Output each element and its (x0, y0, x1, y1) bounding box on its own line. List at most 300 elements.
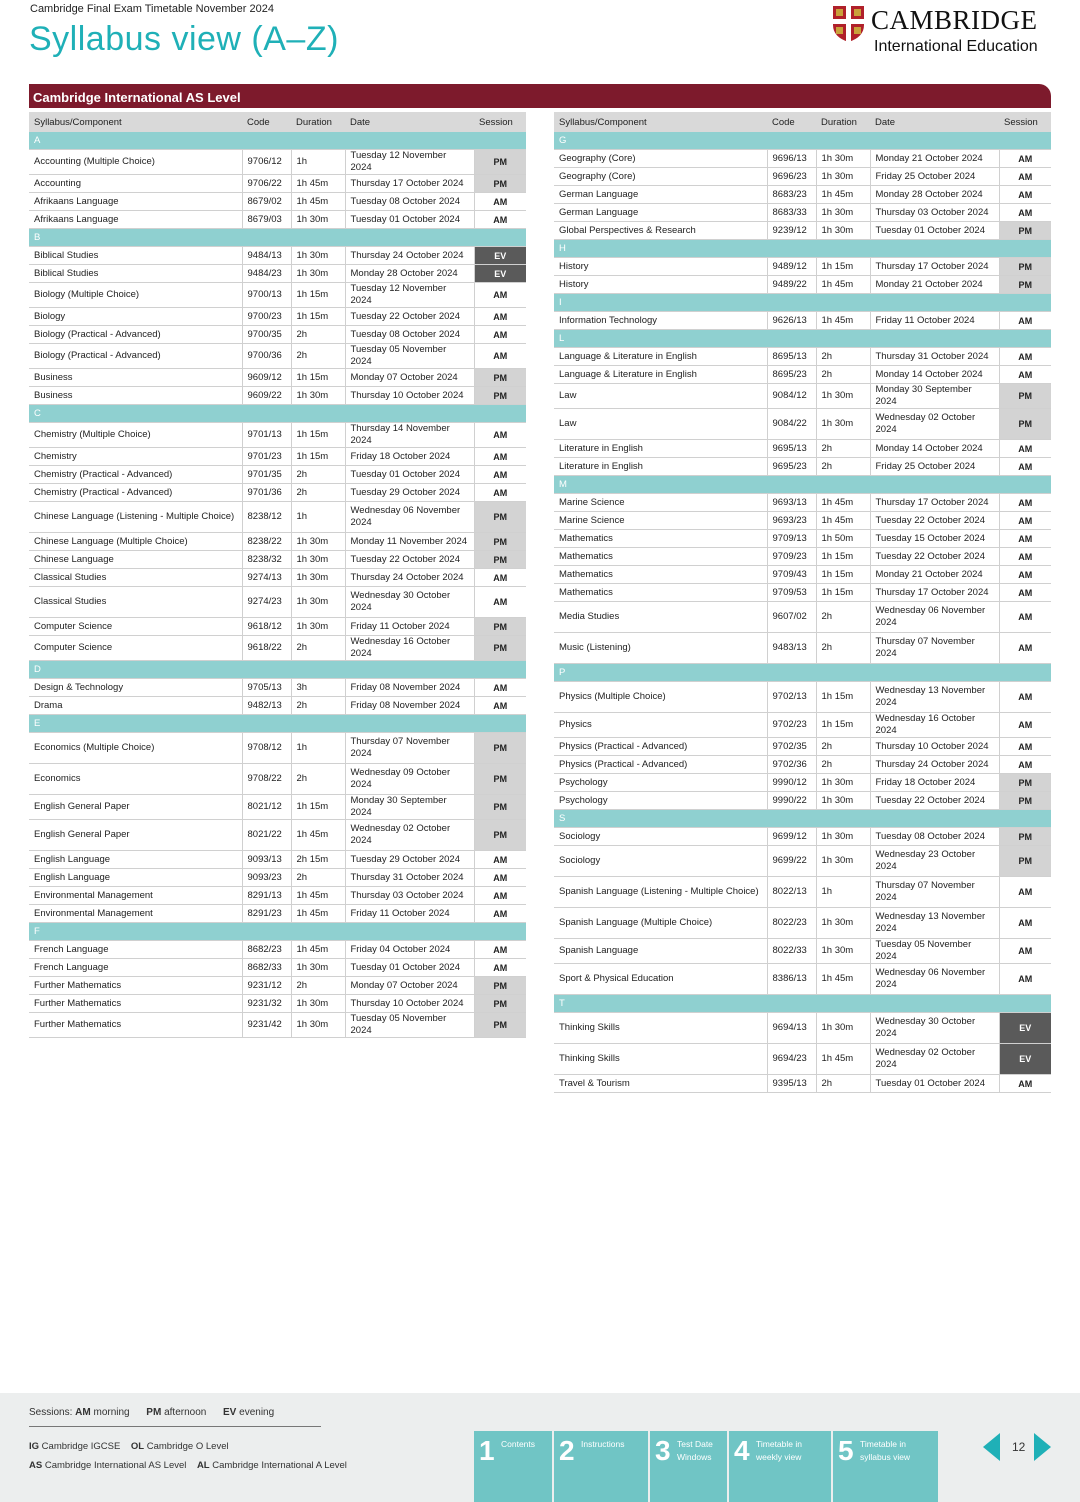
syllabus-cell: Physics (554, 713, 767, 738)
table-row (554, 222, 1051, 240)
session-cell: AM (474, 941, 526, 959)
syllabus-cell: Law (554, 384, 767, 409)
syllabus-cell: Drama (29, 697, 242, 715)
session-cell: PM (474, 820, 526, 851)
code-cell: 9701/36 (242, 484, 291, 502)
syllabus-cell: Further Mathematics (29, 977, 242, 995)
duration-cell: 1h 30m (291, 569, 345, 587)
session-cell: PM (474, 618, 526, 636)
code-cell: 9700/35 (242, 326, 291, 344)
session-cell: AM (999, 204, 1051, 222)
code-cell: 8238/12 (242, 502, 291, 533)
syllabus-cell: English Language (29, 869, 242, 887)
code-cell: 8022/23 (767, 908, 816, 939)
date-cell: Tuesday 05 November 2024 (345, 1013, 474, 1038)
syllabus-cell: Biology (Practical - Advanced) (29, 326, 242, 344)
date-cell: Friday 11 October 2024 (870, 312, 999, 330)
code-cell: 9699/22 (767, 846, 816, 877)
syllabus-cell: French Language (29, 959, 242, 977)
duration-cell: 2h (816, 633, 870, 664)
duration-cell: 1h 15m (816, 566, 870, 584)
date-cell: Thursday 10 October 2024 (345, 387, 474, 405)
syllabus-cell: History (554, 258, 767, 276)
duration-cell: 1h 15m (291, 795, 345, 820)
table-row (29, 764, 526, 795)
duration-cell: 1h 30m (291, 959, 345, 977)
session-cell: AM (474, 679, 526, 697)
duration-cell: 2h (291, 326, 345, 344)
duration-cell: 1h 45m (291, 175, 345, 193)
code-cell: 9708/12 (242, 733, 291, 764)
duration-cell: 1h 15m (291, 308, 345, 326)
code-cell: 9709/13 (767, 530, 816, 548)
session-cell: AM (999, 602, 1051, 633)
letter-divider-row (554, 664, 1051, 682)
code-cell: 8679/02 (242, 193, 291, 211)
logo-subtitle: International Education (874, 38, 1038, 55)
session-cell: PM (474, 387, 526, 405)
date-cell: Wednesday 02 October 2024 (345, 820, 474, 851)
syllabus-cell: Thinking Skills (554, 1044, 767, 1075)
syllabus-cell: Afrikaans Language (29, 193, 242, 211)
table-row (29, 448, 526, 466)
header-code: Code (242, 112, 291, 132)
code-cell: 9274/23 (242, 587, 291, 618)
session-cell: PM (999, 222, 1051, 240)
session-cell: PM (999, 828, 1051, 846)
syllabus-cell: Global Perspectives & Research (554, 222, 767, 240)
syllabus-cell: Chinese Language (29, 551, 242, 569)
table-row (29, 795, 526, 820)
table-row (554, 258, 1051, 276)
level-code: AL (196, 1460, 210, 1471)
date-cell: Thursday 07 November 2024 (870, 633, 999, 664)
date-cell: Thursday 07 November 2024 (870, 877, 999, 908)
syllabus-cell: Classical Studies (29, 587, 242, 618)
syllabus-cell: Sociology (554, 828, 767, 846)
syllabus-cell: Sociology (554, 846, 767, 877)
duration-cell: 1h 15m (291, 423, 345, 448)
code-cell: 8021/22 (242, 820, 291, 851)
session-cell: AM (999, 756, 1051, 774)
date-cell: Monday 11 November 2024 (345, 533, 474, 551)
session-cell: AM (999, 312, 1051, 330)
levels-legend (29, 1437, 347, 1475)
date-cell: Friday 11 October 2024 (345, 905, 474, 923)
level-code: AS (29, 1460, 43, 1471)
footer-divider (29, 1426, 321, 1427)
session-cell: AM (999, 150, 1051, 168)
duration-cell: 1h 45m (816, 186, 870, 204)
code-cell: 8022/33 (767, 939, 816, 964)
code-cell: 9618/12 (242, 618, 291, 636)
previous-page-arrow-icon[interactable] (983, 1433, 1000, 1461)
session-cell: AM (999, 633, 1051, 664)
date-cell: Monday 21 October 2024 (870, 566, 999, 584)
table-row (554, 348, 1051, 366)
table-row (29, 484, 526, 502)
duration-cell: 1h (816, 877, 870, 908)
syllabus-cell: Information Technology (554, 312, 767, 330)
date-cell: Tuesday 22 October 2024 (870, 548, 999, 566)
header-code: Code (767, 112, 816, 132)
table-row (29, 466, 526, 484)
header-date: Date (870, 112, 999, 132)
date-cell: Monday 28 October 2024 (870, 186, 999, 204)
syllabus-cell: English General Paper (29, 795, 242, 820)
session-text: evening (239, 1407, 275, 1418)
date-cell: Wednesday 23 October 2024 (870, 846, 999, 877)
table-row (554, 908, 1051, 939)
session-cell: AM (474, 697, 526, 715)
date-cell: Monday 14 October 2024 (870, 366, 999, 384)
date-cell: Wednesday 30 October 2024 (345, 587, 474, 618)
date-cell: Wednesday 02 October 2024 (870, 409, 999, 440)
code-cell: 8683/23 (767, 186, 816, 204)
session-text: morning (93, 1407, 130, 1418)
code-cell: 9093/13 (242, 851, 291, 869)
nav-tab-label: Instructions (581, 1439, 625, 1449)
date-cell: Thursday 14 November 2024 (345, 423, 474, 448)
syllabus-cell: Physics (Practical - Advanced) (554, 738, 767, 756)
code-cell: 9696/13 (767, 150, 816, 168)
syllabus-cell: Mathematics (554, 566, 767, 584)
duration-cell: 1h 30m (816, 792, 870, 810)
code-cell: 8238/32 (242, 551, 291, 569)
session-cell: AM (474, 193, 526, 211)
duration-cell: 1h 30m (816, 204, 870, 222)
header-session: Session (999, 112, 1051, 132)
session-cell: PM (474, 369, 526, 387)
table-row (29, 502, 526, 533)
duration-cell: 1h 45m (816, 312, 870, 330)
date-cell: Friday 25 October 2024 (870, 458, 999, 476)
session-cell: PM (999, 276, 1051, 294)
document-subtitle: Cambridge Final Exam Timetable November 2024 (30, 3, 274, 15)
table-row (554, 584, 1051, 602)
nav-tab-contents[interactable] (474, 1431, 552, 1502)
duration-cell: 3h (291, 679, 345, 697)
table-row (554, 682, 1051, 713)
syllabus-cell: Psychology (554, 792, 767, 810)
session-cell: AM (999, 939, 1051, 964)
table-row (554, 366, 1051, 384)
table-row (29, 533, 526, 551)
session-text: afternoon (164, 1407, 207, 1418)
session-cell: PM (999, 774, 1051, 792)
code-cell: 9699/12 (767, 828, 816, 846)
date-cell: Monday 07 October 2024 (345, 369, 474, 387)
date-cell: Thursday 17 October 2024 (870, 258, 999, 276)
syllabus-cell: Design & Technology (29, 679, 242, 697)
syllabus-cell: Language & Literature in English (554, 366, 767, 384)
syllabus-cell: History (554, 276, 767, 294)
table-row (29, 175, 526, 193)
table-row (29, 283, 526, 308)
syllabus-cell: Law (554, 409, 767, 440)
date-cell: Thursday 24 October 2024 (345, 247, 474, 265)
date-cell: Tuesday 05 November 2024 (345, 344, 474, 369)
cambridge-shield-icon (832, 5, 865, 43)
syllabus-cell: Biology (Multiple Choice) (29, 283, 242, 308)
duration-cell: 1h 30m (816, 168, 870, 186)
nav-tab-number: 3 (655, 1435, 671, 1466)
table-row (554, 738, 1051, 756)
table-row (554, 713, 1051, 738)
code-cell: 9618/22 (242, 636, 291, 661)
date-cell: Tuesday 08 October 2024 (870, 828, 999, 846)
timetable-table-left (29, 112, 526, 1038)
duration-cell: 1h 15m (816, 584, 870, 602)
date-cell: Tuesday 01 October 2024 (870, 1075, 999, 1093)
session-cell: PM (999, 792, 1051, 810)
syllabus-cell: Business (29, 387, 242, 405)
table-row (29, 618, 526, 636)
table-row (29, 369, 526, 387)
code-cell: 9093/23 (242, 869, 291, 887)
code-cell: 9483/13 (767, 633, 816, 664)
date-cell: Tuesday 01 October 2024 (345, 466, 474, 484)
syllabus-cell: Sport & Physical Education (554, 964, 767, 995)
code-cell: 9700/36 (242, 344, 291, 369)
code-cell: 9609/12 (242, 369, 291, 387)
table-row (29, 941, 526, 959)
date-cell: Thursday 03 October 2024 (870, 204, 999, 222)
date-cell: Tuesday 12 November 2024 (345, 150, 474, 175)
table-row (29, 211, 526, 229)
code-cell: 9482/13 (242, 697, 291, 715)
session-cell: AM (999, 458, 1051, 476)
level-text: Cambridge International A Level (212, 1460, 347, 1471)
nav-tab-label: Test Date Windows (677, 1439, 713, 1462)
session-cell: AM (999, 168, 1051, 186)
session-cell: PM (474, 551, 526, 569)
header-duration: Duration (291, 112, 345, 132)
syllabus-cell: Environmental Management (29, 905, 242, 923)
table-row (29, 995, 526, 1013)
letter-divider: I (554, 294, 1051, 312)
date-cell: Tuesday 05 November 2024 (870, 939, 999, 964)
next-page-arrow-icon[interactable] (1034, 1433, 1051, 1461)
syllabus-cell: Mathematics (554, 584, 767, 602)
duration-cell: 1h 30m (291, 995, 345, 1013)
duration-cell: 2h (816, 440, 870, 458)
table-row (29, 869, 526, 887)
code-cell: 9484/23 (242, 265, 291, 283)
level-text: Cambridge IGCSE (41, 1441, 121, 1452)
session-cell: AM (474, 466, 526, 484)
session-cell: AM (474, 851, 526, 869)
code-cell: 9693/13 (767, 494, 816, 512)
letter-divider-row (554, 476, 1051, 494)
date-cell: Thursday 17 October 2024 (870, 494, 999, 512)
session-cell: PM (474, 764, 526, 795)
session-cell: AM (999, 964, 1051, 995)
duration-cell: 1h 45m (816, 964, 870, 995)
nav-tab-number: 2 (559, 1435, 575, 1466)
duration-cell: 1h 30m (816, 846, 870, 877)
date-cell: Friday 08 November 2024 (345, 679, 474, 697)
session-cell: PM (474, 150, 526, 175)
table-row (29, 905, 526, 923)
section-band-title: Cambridge International AS Level (29, 84, 1051, 108)
code-cell: 9990/12 (767, 774, 816, 792)
date-cell: Wednesday 13 November 2024 (870, 682, 999, 713)
syllabus-cell: Biblical Studies (29, 265, 242, 283)
table-row (29, 150, 526, 175)
timetable-table-right (554, 112, 1051, 1093)
letter-divider: D (29, 661, 526, 679)
code-cell: 9706/22 (242, 175, 291, 193)
duration-cell: 1h 30m (291, 387, 345, 405)
table-row (554, 774, 1051, 792)
code-cell: 9694/23 (767, 1044, 816, 1075)
code-cell: 8682/23 (242, 941, 291, 959)
code-cell: 9231/42 (242, 1013, 291, 1038)
letter-divider-row (554, 294, 1051, 312)
code-cell: 9709/53 (767, 584, 816, 602)
duration-cell: 1h 30m (816, 774, 870, 792)
table-row (554, 384, 1051, 409)
header-syllabus: Syllabus/Component (29, 112, 242, 132)
session-cell: AM (999, 713, 1051, 738)
date-cell: Wednesday 02 October 2024 (870, 1044, 999, 1075)
code-cell: 9709/23 (767, 548, 816, 566)
duration-cell: 1h 45m (816, 512, 870, 530)
cambridge-logo (832, 5, 1052, 57)
level-code: OL (130, 1441, 145, 1452)
session-code: PM (146, 1407, 162, 1418)
date-cell: Wednesday 09 October 2024 (345, 764, 474, 795)
date-cell: Thursday 24 October 2024 (870, 756, 999, 774)
session-cell: AM (999, 530, 1051, 548)
syllabus-cell: Computer Science (29, 618, 242, 636)
duration-cell: 2h (816, 458, 870, 476)
table-row (554, 1013, 1051, 1044)
session-cell: AM (999, 1075, 1051, 1093)
syllabus-cell: Geography (Core) (554, 150, 767, 168)
syllabus-cell: Economics (Multiple Choice) (29, 733, 242, 764)
table-row (554, 409, 1051, 440)
syllabus-cell: Language & Literature in English (554, 348, 767, 366)
syllabus-cell: Chemistry (Practical - Advanced) (29, 484, 242, 502)
session-cell: AM (474, 344, 526, 369)
duration-cell: 1h 15m (816, 713, 870, 738)
date-cell: Wednesday 16 October 2024 (345, 636, 474, 661)
session-cell: AM (999, 440, 1051, 458)
duration-cell: 2h (816, 1075, 870, 1093)
session-cell: AM (474, 569, 526, 587)
date-cell: Thursday 10 October 2024 (870, 738, 999, 756)
table-row (29, 851, 526, 869)
session-cell: AM (999, 548, 1051, 566)
nav-tab-instructions[interactable] (554, 1431, 648, 1502)
syllabus-cell: Further Mathematics (29, 1013, 242, 1038)
session-cell: PM (474, 533, 526, 551)
code-cell: 9990/22 (767, 792, 816, 810)
letter-divider: T (554, 995, 1051, 1013)
code-cell: 9706/12 (242, 150, 291, 175)
nav-tab-number: 5 (838, 1435, 854, 1466)
duration-cell: 2h (816, 348, 870, 366)
code-cell: 9484/13 (242, 247, 291, 265)
table-row (554, 939, 1051, 964)
code-cell: 9239/12 (767, 222, 816, 240)
session-cell: PM (999, 409, 1051, 440)
syllabus-cell: Spanish Language (Listening - Multiple Choice) (554, 877, 767, 908)
duration-cell: 2h (291, 869, 345, 887)
table-row (29, 977, 526, 995)
nav-tab-number: 1 (479, 1435, 495, 1466)
date-cell: Tuesday 22 October 2024 (870, 512, 999, 530)
code-cell: 9702/23 (767, 713, 816, 738)
table-row (29, 959, 526, 977)
session-cell: AM (474, 283, 526, 308)
table-row (554, 150, 1051, 168)
code-cell: 9700/23 (242, 308, 291, 326)
date-cell: Friday 25 October 2024 (870, 168, 999, 186)
duration-cell: 1h 30m (291, 1013, 345, 1038)
duration-cell: 2h (291, 466, 345, 484)
code-cell: 9702/35 (767, 738, 816, 756)
date-cell: Wednesday 06 November 2024 (345, 502, 474, 533)
date-cell: Thursday 03 October 2024 (345, 887, 474, 905)
page-number: 12 (1012, 1440, 1026, 1454)
date-cell: Thursday 31 October 2024 (345, 869, 474, 887)
table-row (29, 308, 526, 326)
syllabus-cell: Accounting (29, 175, 242, 193)
duration-cell: 1h 30m (291, 211, 345, 229)
code-cell: 8022/13 (767, 877, 816, 908)
code-cell: 9626/13 (767, 312, 816, 330)
session-cell: AM (999, 512, 1051, 530)
table-row (29, 820, 526, 851)
code-cell: 9701/23 (242, 448, 291, 466)
syllabus-cell: Spanish Language (Multiple Choice) (554, 908, 767, 939)
session-code: AM (75, 1407, 91, 1418)
session-cell: PM (474, 977, 526, 995)
table-row (554, 440, 1051, 458)
letter-divider: A (29, 132, 526, 150)
syllabus-cell: Psychology (554, 774, 767, 792)
nav-tab-weekly-view[interactable] (729, 1431, 831, 1502)
syllabus-cell: Literature in English (554, 440, 767, 458)
date-cell: Tuesday 08 October 2024 (345, 326, 474, 344)
syllabus-cell: Mathematics (554, 548, 767, 566)
duration-cell: 1h 30m (291, 587, 345, 618)
date-cell: Wednesday 06 November 2024 (870, 602, 999, 633)
duration-cell: 2h (816, 756, 870, 774)
code-cell: 9701/13 (242, 423, 291, 448)
duration-cell: 2h (816, 366, 870, 384)
letter-divider-row (29, 229, 526, 247)
code-cell: 9395/13 (767, 1075, 816, 1093)
table-row (29, 679, 526, 697)
letter-divider-row (29, 661, 526, 679)
nav-tab-syllabus-view[interactable] (833, 1431, 938, 1502)
duration-cell: 2h 15m (291, 851, 345, 869)
code-cell: 8683/33 (767, 204, 816, 222)
letter-divider: F (29, 923, 526, 941)
nav-tab-test-date-windows[interactable] (650, 1431, 727, 1502)
date-cell: Monday 30 September 2024 (345, 795, 474, 820)
session-cell: AM (999, 566, 1051, 584)
session-cell: PM (474, 995, 526, 1013)
nav-tab-number: 4 (734, 1435, 750, 1466)
duration-cell: 1h 30m (291, 618, 345, 636)
letter-divider-row (554, 240, 1051, 258)
date-cell: Tuesday 29 October 2024 (345, 484, 474, 502)
